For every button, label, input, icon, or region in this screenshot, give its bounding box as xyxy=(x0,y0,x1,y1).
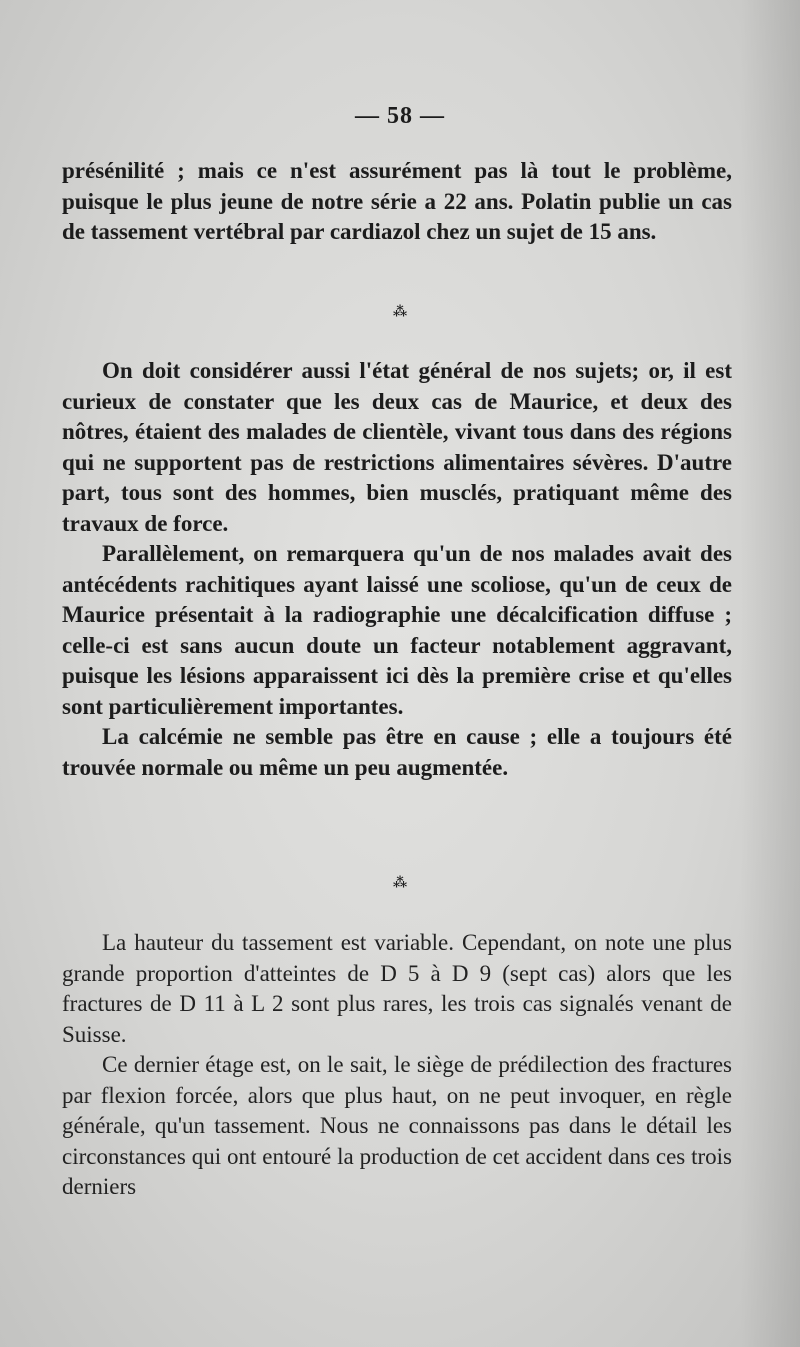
paragraph: On doit considérer aussi l'état général de nos sujets; or, il est curieux de constater que les deux cas de Maurice, et deux des nôtres, étaient des malades de clientèle, vivant tous dans des régions qui ne supportent pas de restrictions alimentaires sévères. D'autre part, tous sont des hommes, bien musclés, pratiquant même des travaux de force. xyxy=(62,358,732,536)
text-section-2 xyxy=(62,356,732,783)
text-section-3 xyxy=(62,928,732,1203)
asterism-separator: ⁂ xyxy=(392,876,408,891)
page-edge-shadow xyxy=(740,0,800,1347)
asterism-separator: ⁂ xyxy=(392,305,408,320)
paragraph: Ce dernier étage est, on le sait, le siège de prédilection des fractures par flexion forcée, alors que plus haut, on ne peut invoquer, en règle générale, qu'un tassement. Nous ne connaissons pas dans le détail les circonstances qui ont entouré la production de cet accident dans ces trois derniers xyxy=(62,1052,732,1199)
paragraph: La calcémie ne semble pas être en cause ; elle a toujours été trouvée normale ou même un peu augmentée. xyxy=(62,724,732,780)
paragraph: La hauteur du tassement est variable. Cependant, on note une plus grande proportion d'atteintes de D 5 à D 9 (sept cas) alors que les fractures de D 11 à L 2 sont plus rares, les trois cas signalés venant de Suisse. xyxy=(62,930,732,1047)
text-section-1 xyxy=(62,156,732,248)
paragraph: présénilité ; mais ce n'est assurément pas là tout le problème, puisque le plus jeune de notre série a 22 ans. Polatin publie un cas de tassement vertébral par cardiazol chez un sujet de 15 ans. xyxy=(62,158,732,244)
page-number: — 58 — xyxy=(355,103,445,129)
paragraph: Parallèlement, on remarquera qu'un de nos malades avait des antécédents rachitiques ayant laissé une scoliose, qu'un de ceux de Maurice présentait à la radiographie une décalcification diffuse ; celle-ci est sans aucun doute un facteur notablement aggravant, puisque les lésions apparaissent ici dès la première crise et qu'elles sont particulièrement importantes. xyxy=(62,541,732,719)
